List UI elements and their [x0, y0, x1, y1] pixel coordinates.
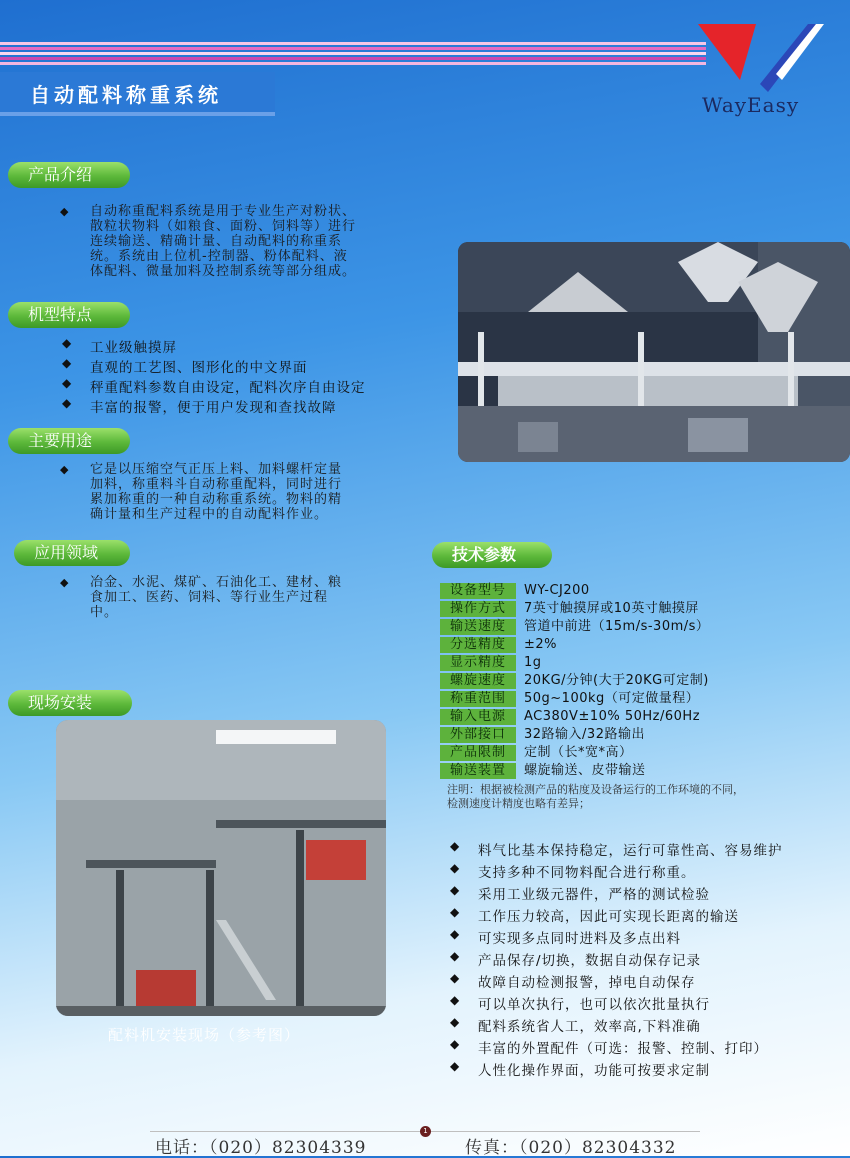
bullet-icon: ◆: [450, 905, 461, 919]
logo-text: WayEasy: [702, 93, 800, 117]
page-number: 1: [420, 1126, 431, 1137]
list-item: ◆ 人性化操作界面，功能可按要求定制: [450, 1059, 710, 1079]
title-bar: [0, 72, 275, 116]
list-item: ◆ 可以单次执行，也可以依次批量执行: [450, 993, 710, 1013]
spec-row: 螺旋速度 20KG/分钟(大于20KG可定制): [440, 669, 709, 687]
spec-row: 操作方式 7英寸触摸屏或10英寸触摸屏: [440, 597, 699, 615]
bullet-icon: ◆: [450, 971, 461, 985]
spec-row: 输送速度 管道中前进（15m/s-30m/s）: [440, 615, 709, 633]
spec-row: 产品限制 定制（长*宽*高）: [440, 741, 633, 759]
intro-text: 自动称重配料系统是用于专业生产对粉状、 散粒状物料（如粮食、面粉、饲料等）进行 连续输送、精确计量、自动配料的称重系 统。系统由上位机-控制器、粉体配料、液 体配料、微量加料及控制系统等部分组成。: [90, 204, 357, 279]
bullet-icon: ◆: [62, 336, 73, 350]
spec-row: 输送装置 螺旋输送、皮带输送: [440, 759, 646, 777]
bullet-icon: ◆: [450, 1015, 461, 1029]
section-label-install: 现场安装: [8, 690, 132, 716]
spec-row: 设备型号 WY-CJ200: [440, 579, 590, 597]
bullet-icon: ◆: [62, 376, 73, 390]
list-item: ◆ 采用工业级元器件，严格的测试检验: [450, 883, 710, 903]
install-caption: 配料机安装现场（参考图）: [108, 1026, 301, 1044]
list-item: ◆ 直观的工艺图、图形化的中文界面: [62, 356, 308, 376]
list-item: ◆ 支持多种不同物料配合进行称重。: [450, 861, 696, 881]
spec-row: 称重范围 50g~100kg（可定做量程）: [440, 687, 699, 705]
list-item: ◆ 丰富的报警，便于用户发现和查找故障: [62, 396, 337, 416]
header-stripes: [0, 40, 706, 66]
bullet-icon: ◆: [450, 1037, 461, 1051]
section-label-intro: 产品介绍: [8, 162, 130, 188]
equipment-illustration: [458, 242, 850, 462]
bullet-icon: ◆: [450, 1059, 461, 1073]
bullet-icon: ◆: [450, 883, 461, 897]
list-item: ◆ 工业级触摸屏: [62, 336, 177, 356]
features-list: [62, 336, 422, 416]
section-label-features: 机型特点: [8, 302, 130, 328]
bullet-icon: ◆: [450, 993, 461, 1007]
spec-row: 外部接口 32路输入/32路输出: [440, 723, 645, 741]
list-item: ◆ 产品保存/切换，数据自动保存记录: [450, 949, 702, 969]
bullet-icon: ◆: [450, 861, 461, 875]
footer-fax: 传真：（020）82304332: [465, 1138, 677, 1158]
list-item: ◆ 料气比基本保持稳定，运行可靠性高、容易维护: [450, 839, 783, 859]
bullet-icon: ◆: [62, 396, 73, 410]
section-label-fields: 应用领域: [14, 540, 130, 566]
bullet-icon: ◆: [60, 576, 69, 589]
spec-row: 分选精度 ±2%: [440, 633, 557, 651]
list-item: ◆ 丰富的外置配件（可选：报警、控制、打印）: [450, 1037, 768, 1057]
list-item: ◆ 配料系统省人工，效率高,下料准确: [450, 1015, 701, 1035]
section-label-usage: 主要用途: [8, 428, 130, 454]
specs-note: 注明：根据被检测产品的粘度及设备运行的工作环境的不同， 检测速度计精度也略有差异；: [447, 783, 744, 810]
install-illustration: [56, 720, 386, 1016]
bullet-icon: ◆: [450, 949, 461, 963]
section-label-specs: 技术参数: [432, 542, 552, 568]
equipment-photo-top: [458, 242, 850, 462]
list-item: ◆ 可实现多点同时进料及多点出料: [450, 927, 681, 947]
page-title: 自动配料称重系统: [30, 83, 222, 107]
advantages-list: [450, 839, 845, 1081]
install-photo: [56, 720, 386, 1016]
bullet-icon: ◆: [62, 356, 73, 370]
spec-row: 显示精度 1g: [440, 651, 542, 669]
fields-text: 冶金、水泥、煤矿、石油化工、建材、粮 食加工、医药、饲料、等行业生产过程 中。: [90, 575, 343, 620]
list-item: ◆ 故障自动检测报警，掉电自动保存: [450, 971, 696, 991]
list-item: ◆ 秤重配料参数自由设定，配料次序自由设定: [62, 376, 366, 396]
list-item: ◆ 工作压力较高，因此可实现长距离的输送: [450, 905, 739, 925]
bullet-icon: ◆: [60, 205, 69, 218]
usage-text: 它是以压缩空气正压上料、加料螺杆定量 加料，称重料斗自动称重配料，同时进行 累加称重的一种自动称重系统。物料的精 确计量和生产过程中的自动配料作业。: [90, 462, 343, 522]
footer-phone: 电话：（020）82304339: [155, 1138, 367, 1158]
spec-row: 输入电源 AC380V±10% 50Hz/60Hz: [440, 705, 700, 723]
bullet-icon: ◆: [450, 927, 461, 941]
bullet-icon: ◆: [60, 463, 69, 476]
bullet-icon: ◆: [450, 839, 461, 853]
